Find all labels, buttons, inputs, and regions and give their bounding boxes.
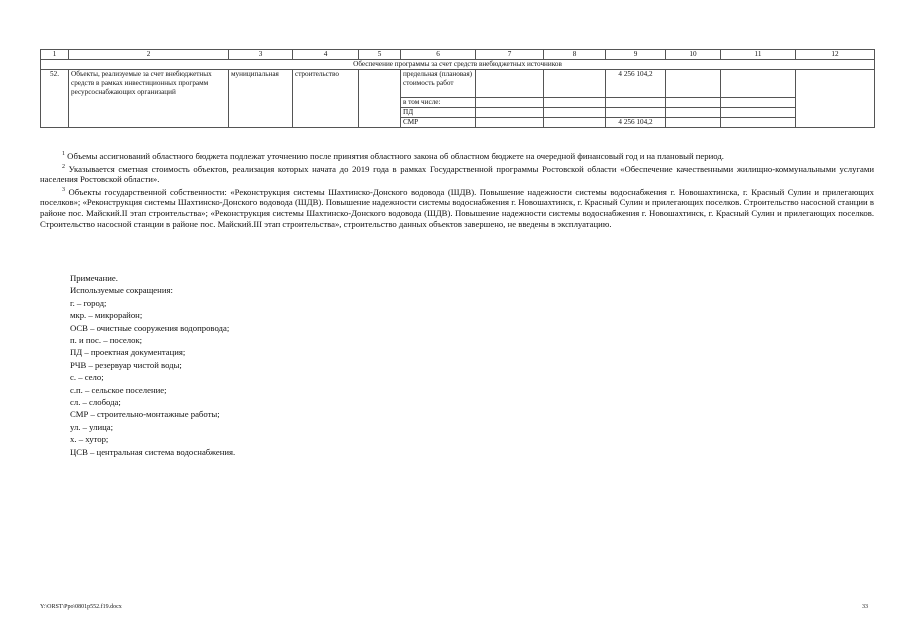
remarks-title: Примечание.	[70, 273, 118, 283]
subrow-value: 4 256 104,2	[606, 70, 666, 98]
row-number: 52.	[41, 70, 69, 128]
subrow-cell	[476, 98, 544, 108]
abbreviation-item: ул. – улица;	[70, 421, 114, 432]
subrow-value	[606, 98, 666, 108]
subrow-cell	[666, 108, 721, 118]
subrow-cell	[721, 108, 796, 118]
subrow-cell	[666, 98, 721, 108]
col-num-12: 12	[796, 50, 875, 60]
row-col3: муниципальная	[229, 70, 293, 128]
footnote-text: Указывается сметная стоимость объектов, реализация которых начата до 2019 года в рамках Государственной программы Ростовской области «Обеспечение качественными жилищно-коммунальными услугами населения Ростовской области».	[40, 163, 874, 185]
program-table	[40, 49, 875, 128]
col-num-1: 1	[41, 50, 69, 60]
subrow-cell	[721, 98, 796, 108]
subrow-cell	[544, 70, 606, 98]
subrow-label: предельная (плановая) стоимость работ	[401, 70, 476, 98]
footnote-3	[40, 187, 874, 229]
subrow-label: СМР	[401, 118, 476, 128]
row-col12	[796, 70, 875, 128]
subrow-cell	[666, 70, 721, 98]
subrow-cell	[721, 118, 796, 128]
table-row	[41, 70, 875, 98]
col-num-5: 5	[359, 50, 401, 60]
abbreviation-item: с.п. – сельское поселение;	[70, 384, 167, 395]
row-col4: строительство	[293, 70, 359, 128]
col-num-7: 7	[476, 50, 544, 60]
footnotes	[40, 151, 874, 229]
footnote-mark: 1	[62, 151, 65, 158]
subrow-label: ПД	[401, 108, 476, 118]
footnote-2	[40, 164, 874, 185]
abbreviations-block	[70, 272, 235, 458]
abbreviation-item: г. – город;	[70, 297, 107, 308]
page-number: 33	[862, 604, 868, 610]
subrow-label: в том числе:	[401, 98, 476, 108]
file-path: Y:\ORST\Ppo\0801p552.f19.docx	[40, 604, 122, 610]
section-title: Обеспечение программы за счет средств внебюджетных источников	[41, 60, 875, 70]
col-num-6: 6	[401, 50, 476, 60]
subrow-cell	[476, 70, 544, 98]
abbreviation-item: мкр. – микрорайон;	[70, 310, 143, 321]
abbreviation-item: ПД – проектная документация;	[70, 347, 186, 358]
remarks-subtitle: Используемые сокращения:	[70, 285, 173, 296]
col-num-3: 3	[229, 50, 293, 60]
row-col5	[359, 70, 401, 128]
footnote-text: Объемы ассигнований областного бюджета подлежат уточнению после принятия областного закона об областном бюджете на очередной финансовый год и на плановый период.	[67, 151, 724, 161]
abbreviation-item: с. – село;	[70, 372, 104, 383]
section-row	[41, 60, 875, 70]
subrow-cell	[476, 118, 544, 128]
abbreviation-item: п. и пос. – поселок;	[70, 335, 143, 346]
abbreviation-item: х. – хутор;	[70, 434, 109, 445]
subrow-cell	[544, 98, 606, 108]
footnote-mark: 3	[62, 186, 65, 193]
subrow-cell	[476, 108, 544, 118]
footnote-text: Объекты государственной собственности: «Реконструкция системы Шахтинско-Донского водовода (ШДВ). Повышение надежности системы водоснабжения г. Новошахтинска, г. Красный Сулин и прилегающих поселков»; «Реконструкция системы Шахтинско-Донского водовода (ШДВ). Повышение надежности системы водоснабжения г. Новошахтинск, г. Красный Сулин и прилегающих поселков. Строительство насосной станции в районе пос. Майский.II этап строительства»; «Реконструкция системы Шахтинско-Донского водовода (ШДВ). Повышение надежности системы водоснабжения г. Новошахтинск, г. Красный Сулин и прилегающих поселков. Строительство насосной станции в районе пос. Майский.III этап строительства», строительство данных объектов завершено, не введены в эксплуатацию.	[40, 186, 874, 229]
col-num-8: 8	[544, 50, 606, 60]
subrow-cell	[666, 118, 721, 128]
subrow-cell	[544, 108, 606, 118]
abbreviation-item: ОСВ – очистные сооружения водопровода;	[70, 322, 230, 333]
subrow-cell	[721, 70, 796, 98]
subrow-cell	[544, 118, 606, 128]
abbreviation-item: сл. – слобода;	[70, 397, 121, 408]
footnote-1	[40, 151, 874, 162]
col-num-2: 2	[69, 50, 229, 60]
col-num-11: 11	[721, 50, 796, 60]
subrow-value: 4 256 104,2	[606, 118, 666, 128]
col-num-10: 10	[666, 50, 721, 60]
column-number-row	[41, 50, 875, 60]
col-num-9: 9	[606, 50, 666, 60]
row-name: Объекты, реализуемые за счет внебюджетных средств в рамках инвестиционных программ ресурсоснабжающих организаций	[69, 70, 229, 128]
abbreviation-item: ЦСВ – центральная система водоснабжения.	[70, 446, 236, 457]
footnote-mark: 2	[62, 163, 65, 170]
abbreviation-item: СМР – строительно-монтажные работы;	[70, 409, 220, 420]
subrow-value	[606, 108, 666, 118]
col-num-4: 4	[293, 50, 359, 60]
abbreviation-item: РЧВ – резервуар чистой воды;	[70, 359, 182, 370]
